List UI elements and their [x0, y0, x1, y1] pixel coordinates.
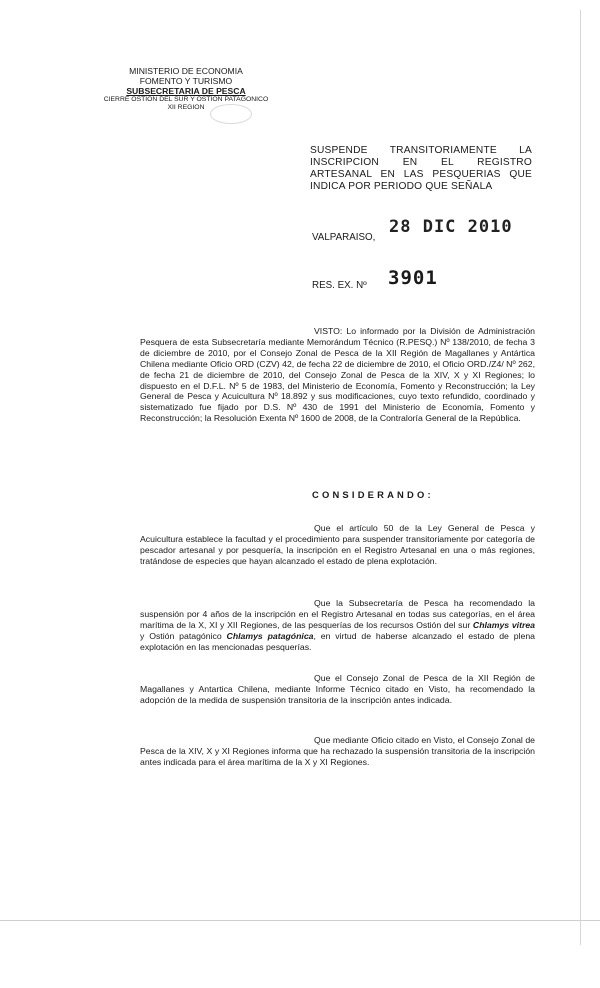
- ministry-name-line2: FOMENTO Y TURISMO: [139, 76, 233, 86]
- letterhead: [96, 66, 276, 112]
- closure-line: CIERRE OSTION DEL SUR Y OSTION PATAGONICO: [103, 96, 269, 103]
- visto-lead: VISTO:: [314, 326, 343, 336]
- place-label: VALPARAISO,: [312, 232, 376, 243]
- visto-paragraph: [140, 326, 535, 424]
- resolution-label: RES. EX. Nº: [312, 280, 367, 291]
- ministry-name: MINISTERIO DE ECONOMIA: [129, 66, 243, 76]
- considerando-4-text: Zonal de Pesca de la XIV, X y XI Regiones informa que ha rechazado la suspensión transitoria de la inscripción antes indicada para el área marítima de la X y XI Regiones.: [140, 735, 535, 767]
- page-edge-right: [580, 10, 581, 945]
- region-line: XII REGION: [167, 104, 205, 111]
- page-edge-bottom: [0, 920, 600, 921]
- considerando-2: [140, 598, 535, 653]
- considerando-2-text-c: , en virtud de haberse alcanzado el estado de plena explotación en las mencionadas pesquerías.: [140, 630, 535, 652]
- species-chlamys-patagonica: Chlamys patagónica: [226, 630, 314, 641]
- considerando-1-text: Acuicultura establece la facultad y el procedimiento para suspender transitoriamente por categoría de pescador artesanal y por pesquería, la inscripción en el Registro Artesanal en una o más regiones, tratándose de especies que hayan alcanzado el estado de plena explotación.: [140, 533, 535, 566]
- visto-text: Lo informado por la División de Administración Pesquera de esta Subsecretaría mediante Memorándum Técnico (R.PESQ.) Nº 138/2010, de fecha 3 de diciembre de 2010, por el Consejo Zonal de Pesca de la XII Región de Magallanes y Antártica Chilena mediante Oficio ORD (CZV) 42, de fecha 22 de diciembre de 2010, el Oficio ORD./Z4/ Nº 262, de fecha 21 de diciembre de 2010, del Consejo Zonal de Pesca de la XIV, X y XI Regiones; lo dispuesto en el D.F.L. Nº 5 de 1983, del Ministerio de Economía, Fomento y Reconstrucción; la Ley General de Pesca y Acuicultura Nº 18.892 y sus modificaciones, cuyo texto refundido, coordinado y sistematizado fue fijado por D.S. Nº 430 de 1991 del Ministerio de Economía, Fomento y Reconstrucción; la Resolución Exenta Nº 1600 de 2008, de la Contraloría General de la República.: [140, 326, 535, 424]
- considerando-heading: CONSIDERANDO:: [312, 489, 434, 500]
- considerando-4: [140, 735, 535, 768]
- considerando-2-lead: Que la Subsecretaría de Pesca ha recomendado: [314, 598, 523, 608]
- faded-stamp-icon: [210, 104, 252, 124]
- considerando-1-lead: Que el artículo 50 de la Ley General de Pesca y: [314, 523, 535, 533]
- species-chlamys-vitrea: Chlamys vitrea: [472, 619, 535, 630]
- considerando-3: [140, 673, 535, 706]
- handwritten-date: 28 DIC 2010: [389, 217, 513, 237]
- resolution-title: SUSPENDE TRANSITORIAMENTE LA INSCRIPCION EN EL REGISTRO ARTESANAL EN LAS PESQUERIAS QUE INDICA POR PERIODO QUE SEÑALA: [310, 145, 532, 192]
- considerando-3-text: de Magallanes y Antartica Chilena, mediante Informe Técnico citado en Visto, ha recomendado la adopción de la medida de suspensión transitoria de la inscripción antes indicada.: [140, 673, 535, 705]
- considerando-4-lead: Que mediante Oficio citado en Visto, el Consejo: [314, 735, 499, 745]
- considerando-1: [140, 523, 535, 567]
- considerando-2-text-b: y Ostión patagónico: [140, 630, 227, 641]
- resolution-number: 3901: [388, 267, 438, 289]
- subsecretaria-name: SUBSECRETARIA DE PESCA: [126, 86, 246, 96]
- considerando-2-text-a: la suspensión por 4 años de la inscripción en el Registro Artesanal en todas sus categorías, en el área marítima de la X, XI y XII Regiones, de las pesquerías de los recursos Ostión del sur: [140, 598, 535, 630]
- considerando-3-lead: Que el Consejo Zonal de Pesca de la XII Región: [314, 673, 521, 683]
